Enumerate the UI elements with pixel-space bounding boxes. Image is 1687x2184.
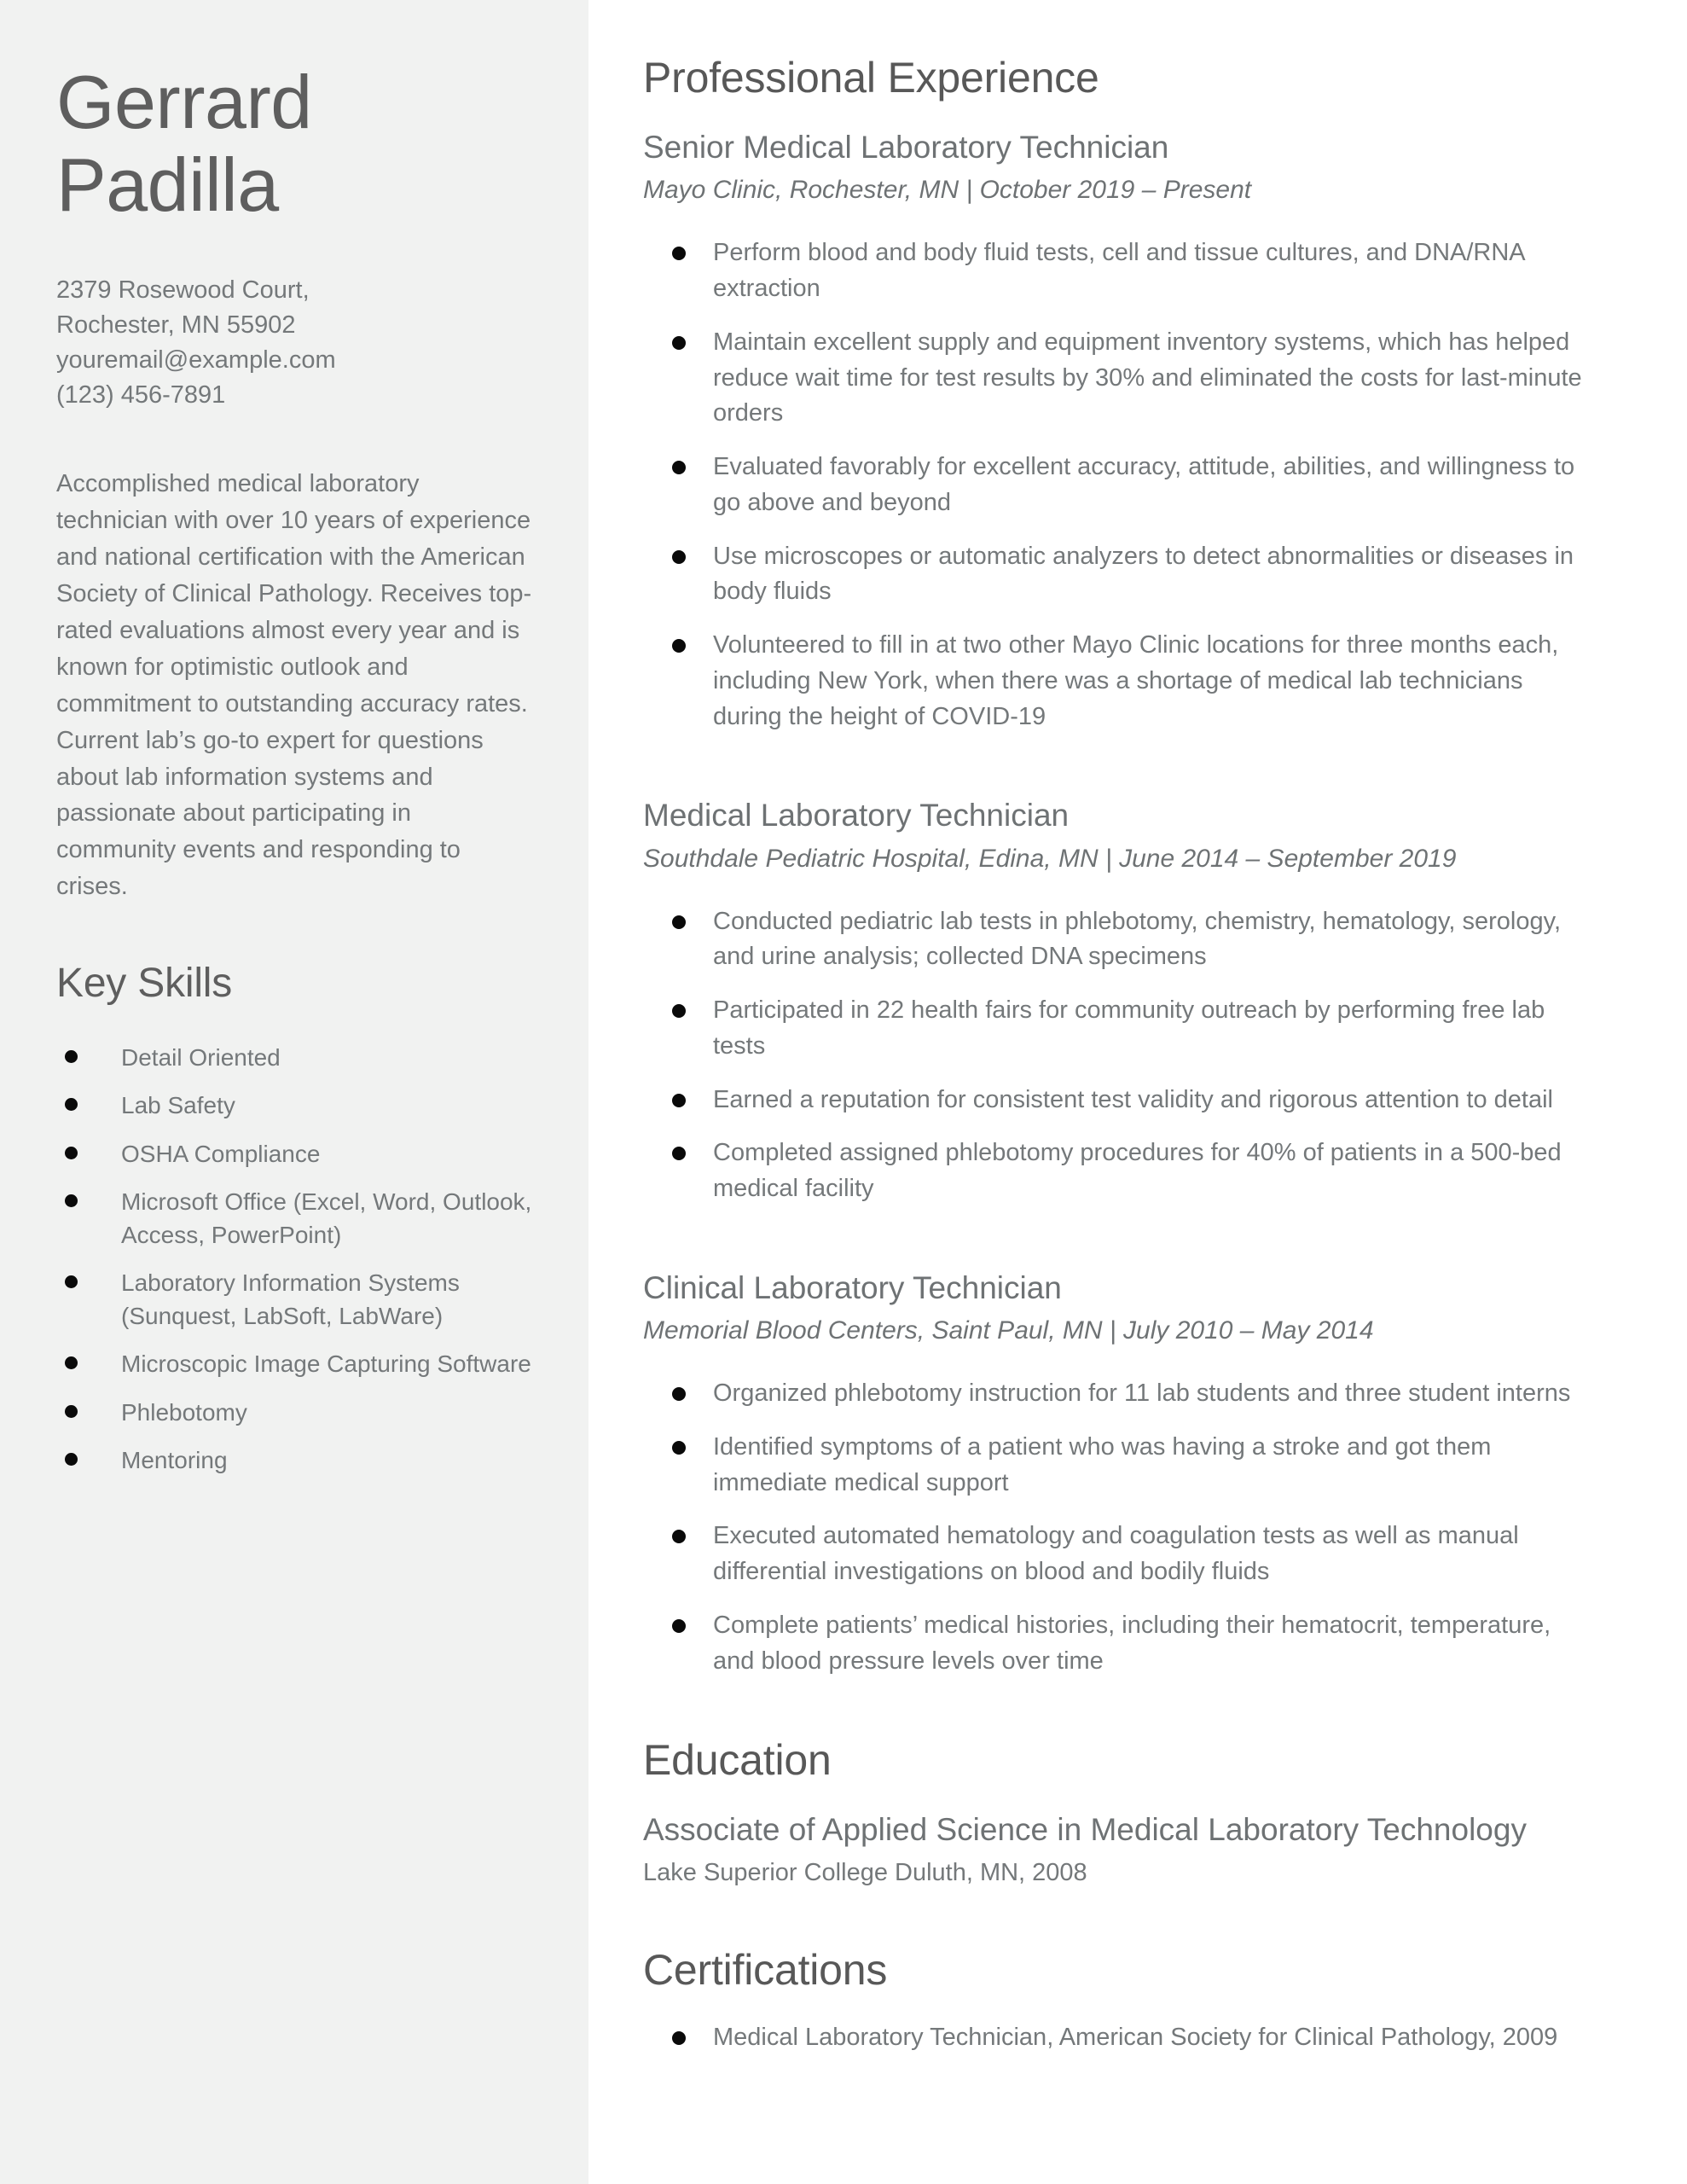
skill-label: Microsoft Office (Excel, Word, Outlook, Access, PowerPoint) — [121, 1188, 532, 1248]
bullet-text: Completed assigned phlebotomy procedures for 40% of patients in a 500-bed medical facility — [713, 1139, 1562, 1202]
bullet-dot-icon — [672, 1530, 686, 1543]
list-item — [643, 539, 1595, 611]
list-item — [56, 1089, 532, 1122]
skill-label: Laboratory Information Systems (Sunquest, LabSoft, LabWare) — [121, 1269, 460, 1330]
skill-label: Lab Safety — [121, 1092, 235, 1119]
skill-label: Microscopic Image Capturing Software — [121, 1350, 531, 1378]
bullet-text: Volunteered to fill in at two other Mayo Clinic locations for three months each, including New York, when there was a shortage of medical lab technicians during the height of COVID-19 — [713, 631, 1559, 730]
bullet-dot-icon — [672, 550, 686, 564]
job-entry — [643, 796, 1595, 1207]
bullet-text: Executed automated hematology and coagulation tests as well as manual differential investigations on blood and bodily fluids — [713, 1522, 1519, 1585]
address-line-2: Rochester, MN 55902 — [56, 311, 296, 339]
list-item — [643, 450, 1595, 521]
bullet-dot-icon — [65, 1356, 78, 1369]
skill-label: OSHA Compliance — [121, 1140, 321, 1167]
list-item — [56, 1185, 532, 1252]
education-school: Lake Superior College Duluth, MN, 2008 — [643, 1858, 1087, 1886]
job-bullets — [643, 235, 1595, 735]
bullet-text: Identified symptoms of a patient who was having a stroke and got them immediate medical support — [713, 1432, 1492, 1496]
contact-block — [56, 273, 532, 414]
list-item — [643, 1083, 1595, 1118]
address-line-1: 2379 Rosewood Court, — [56, 276, 310, 304]
skill-label: Mentoring — [121, 1446, 228, 1473]
bullet-dot-icon — [65, 1275, 78, 1288]
list-item — [643, 325, 1595, 432]
skill-label: Phlebotomy — [121, 1398, 247, 1426]
certifications-list — [643, 2020, 1595, 2056]
bullet-dot-icon — [672, 1619, 686, 1633]
bullet-text: Use microscopes or automatic analyzers to detect abnormalities or diseases in body fluids — [713, 542, 1574, 606]
bullet-text: Conducted pediatric lab tests in phlebotomy, chemistry, hematology, serology, and urine analysis; collected DNA specimens — [713, 907, 1562, 971]
skill-label: Detail Oriented — [121, 1044, 281, 1072]
bullet-dot-icon — [65, 1194, 78, 1207]
bullet-dot-icon — [672, 1147, 686, 1160]
education-degree: Associate of Applied Science in Medical Laboratory Technology — [643, 1812, 1527, 1848]
job-entry — [643, 128, 1595, 735]
list-item — [643, 904, 1595, 976]
spacer — [643, 1240, 1595, 1269]
certifications-heading: Certifications — [643, 1946, 888, 1995]
list-item — [643, 628, 1595, 735]
list-item — [56, 1396, 532, 1429]
list-item — [56, 1266, 532, 1333]
main-content — [588, 0, 1687, 2184]
job-title: Senior Medical Laboratory Technician — [643, 130, 1169, 165]
bullet-dot-icon — [672, 1387, 686, 1401]
bullet-dot-icon — [65, 1453, 78, 1466]
sidebar — [0, 0, 588, 2184]
list-item — [643, 1519, 1595, 1590]
candidate-name — [56, 61, 532, 227]
bullet-dot-icon — [672, 2031, 686, 2045]
education-heading: Education — [643, 1736, 832, 1785]
bullet-text: Earned a reputation for consistent test validity and rigorous attention to detail — [713, 1085, 1553, 1113]
key-skills-list — [56, 1041, 532, 1477]
key-skills-heading: Key Skills — [56, 961, 233, 1007]
list-item — [56, 1443, 532, 1477]
list-item — [643, 1376, 1595, 1412]
bullet-dot-icon — [672, 461, 686, 474]
job-company-dates: Memorial Blood Centers, Saint Paul, MN | July 2010 – May 2014 — [643, 1316, 1374, 1345]
list-item — [56, 1347, 532, 1380]
job-company-dates: Mayo Clinic, Rochester, MN | October 2019 – Present — [643, 176, 1252, 205]
job-bullets — [643, 904, 1595, 1207]
list-item — [643, 993, 1595, 1065]
email-address[interactable]: youremail@example.com — [56, 346, 336, 374]
bullet-dot-icon — [65, 1098, 78, 1111]
bullet-text: Participated in 22 health fairs for community outreach by performing free lab tests — [713, 996, 1545, 1060]
list-item — [643, 1136, 1595, 1207]
bullet-text: Complete patients’ medical histories, including their hematocrit, temperature, and blood pressure levels over time — [713, 1611, 1551, 1675]
professional-experience-heading: Professional Experience — [643, 54, 1099, 102]
bullet-dot-icon — [65, 1050, 78, 1063]
list-item — [56, 1137, 532, 1170]
bullet-dot-icon — [672, 336, 686, 350]
list-item — [643, 1608, 1595, 1680]
bullet-dot-icon — [672, 915, 686, 929]
phone-number[interactable]: (123) 456-7891 — [56, 381, 226, 410]
bullet-dot-icon — [672, 247, 686, 260]
bullet-dot-icon — [672, 639, 686, 653]
bullet-text: Perform blood and body fluid tests, cell and tissue cultures, and DNA/RNA extraction — [713, 239, 1525, 302]
bullet-dot-icon — [65, 1405, 78, 1418]
bullet-dot-icon — [65, 1147, 78, 1159]
bullet-text: Evaluated favorably for excellent accuracy, attitude, abilities, and willingness to go above and beyond — [713, 453, 1575, 516]
job-entry — [643, 1269, 1595, 1680]
professional-summary: Accomplished medical laboratory technician with over 10 years of experience and national certification with the American Society of Clinical Pathology. Receives top-rated evaluations almost every year and is known for optimistic outlook and commitment to outstanding accuracy rates. Current lab’s go-to expert for questions about lab information systems and passionate about participating in community events and responding to crises. — [56, 470, 532, 901]
job-title: Clinical Laboratory Technician — [643, 1269, 1062, 1305]
list-item — [643, 235, 1595, 307]
bullet-dot-icon — [672, 1441, 686, 1455]
bullet-text: Maintain excellent supply and equipment inventory systems, which has helped reduce wait time for test results by 30% and eliminated the costs for last-minute orders — [713, 328, 1582, 427]
list-item — [643, 1430, 1595, 1502]
list-item — [643, 2020, 1595, 2056]
last-name: Padilla — [56, 142, 279, 227]
job-company-dates: Southdale Pediatric Hospital, Edina, MN | June 2014 – September 2019 — [643, 844, 1457, 873]
bullet-dot-icon — [672, 1004, 686, 1018]
bullet-text: Organized phlebotomy instruction for 11 lab students and three student interns — [713, 1380, 1571, 1407]
job-bullets — [643, 1376, 1595, 1679]
first-name: Gerrard — [56, 60, 312, 144]
spacer — [643, 767, 1595, 796]
certification-text: Medical Laboratory Technician, American Society for Clinical Pathology, 2009 — [713, 2024, 1558, 2052]
job-title: Medical Laboratory Technician — [643, 798, 1070, 834]
bullet-dot-icon — [672, 1094, 686, 1107]
list-item — [56, 1041, 532, 1074]
